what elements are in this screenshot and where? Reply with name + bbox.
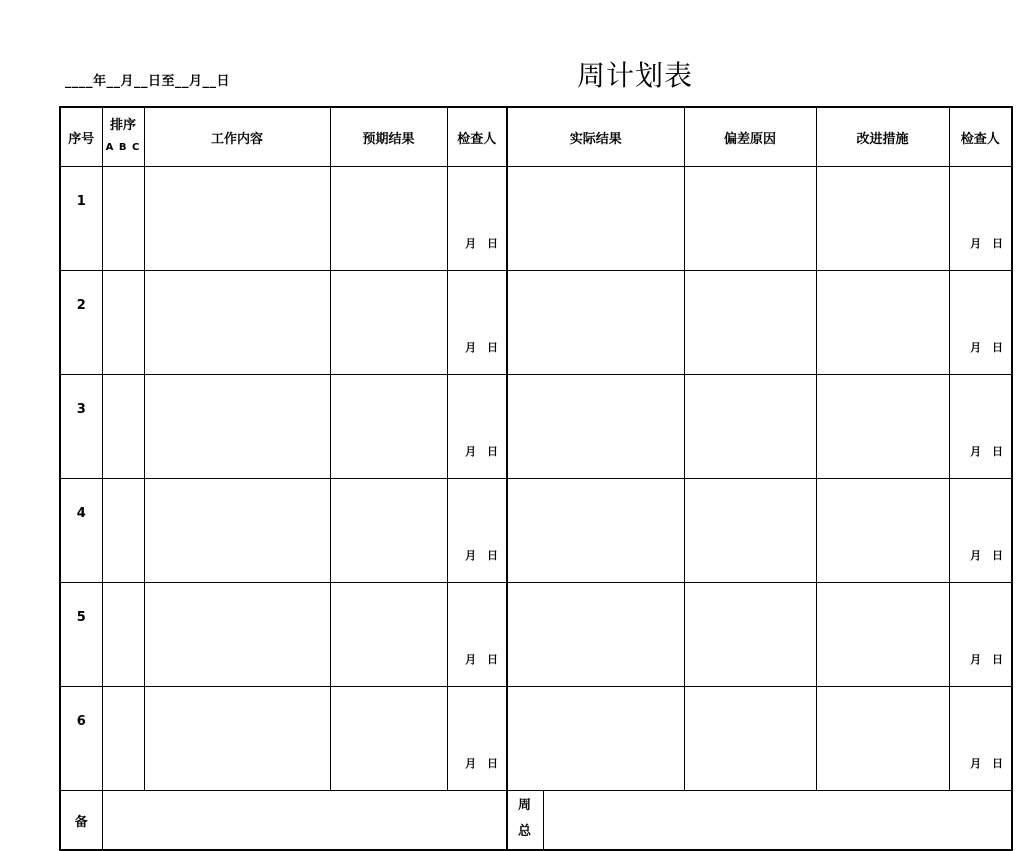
row-expected-result-cell[interactable] <box>330 375 447 479</box>
table-row <box>60 479 1012 583</box>
row-sort-cell[interactable] <box>102 479 144 583</box>
row-seq: 3 <box>60 375 102 479</box>
row-check-date-2[interactable]: 月 日 <box>949 687 1012 791</box>
row-actual-result-cell[interactable] <box>507 375 684 479</box>
column-header-sort-grades: A B C <box>105 142 141 153</box>
row-seq: 6 <box>60 687 102 791</box>
table-row <box>60 583 1012 687</box>
row-actual-result-cell[interactable] <box>507 271 684 375</box>
weekly-summary-cell[interactable] <box>543 791 1012 851</box>
column-header-work-content: 工作内容 <box>144 107 330 167</box>
row-check-date-1[interactable]: 月 日 <box>447 271 507 375</box>
row-sort-cell[interactable] <box>102 583 144 687</box>
row-deviation-reason-cell[interactable] <box>684 271 816 375</box>
row-check-date-1[interactable]: 月 日 <box>447 479 507 583</box>
row-improvement-cell[interactable] <box>816 479 949 583</box>
row-seq: 2 <box>60 271 102 375</box>
row-improvement-cell[interactable] <box>816 375 949 479</box>
row-check-date-2[interactable]: 月 日 <box>949 479 1012 583</box>
row-actual-result-cell[interactable] <box>507 479 684 583</box>
table-header-row <box>60 107 1012 167</box>
row-check-date-1[interactable]: 月 日 <box>447 375 507 479</box>
row-sort-cell[interactable] <box>102 271 144 375</box>
column-header-sort-label: 排序 <box>109 118 136 133</box>
row-check-date-2[interactable]: 月 日 <box>949 583 1012 687</box>
row-work-content-cell[interactable] <box>144 479 330 583</box>
row-actual-result-cell[interactable] <box>507 583 684 687</box>
remark-cell[interactable] <box>102 791 507 851</box>
row-deviation-reason-cell[interactable] <box>684 167 816 271</box>
row-sort-cell[interactable] <box>102 375 144 479</box>
row-actual-result-cell[interactable] <box>507 687 684 791</box>
column-header-deviation-reason: 偏差原因 <box>684 107 816 167</box>
date-range-label: ____年__月__日至__月__日 <box>65 74 231 89</box>
row-seq: 5 <box>60 583 102 687</box>
row-improvement-cell[interactable] <box>816 583 949 687</box>
row-deviation-reason-cell[interactable] <box>684 583 816 687</box>
row-expected-result-cell[interactable] <box>330 687 447 791</box>
row-check-date-1[interactable]: 月 日 <box>447 167 507 271</box>
page-title: 周计划表 <box>576 59 693 92</box>
row-seq: 4 <box>60 479 102 583</box>
column-header-improvement: 改进措施 <box>816 107 949 167</box>
column-header-expected-result: 预期结果 <box>330 107 447 167</box>
row-check-date-2[interactable]: 月 日 <box>949 375 1012 479</box>
table-row <box>60 271 1012 375</box>
weekly-summary-label-line-1: 周 <box>518 798 532 813</box>
table-row <box>60 375 1012 479</box>
column-header-seq: 序号 <box>60 107 102 167</box>
table-footer-row <box>60 791 1012 851</box>
column-header-checker-1: 检查人 <box>447 107 507 167</box>
row-deviation-reason-cell[interactable] <box>684 375 816 479</box>
remark-label: 备 <box>60 791 102 851</box>
row-expected-result-cell[interactable] <box>330 167 447 271</box>
row-work-content-cell[interactable] <box>144 687 330 791</box>
row-improvement-cell[interactable] <box>816 271 949 375</box>
weekly-summary-label <box>507 791 543 851</box>
row-expected-result-cell[interactable] <box>330 271 447 375</box>
row-actual-result-cell[interactable] <box>507 167 684 271</box>
row-deviation-reason-cell[interactable] <box>684 687 816 791</box>
table-row <box>60 167 1012 271</box>
row-work-content-cell[interactable] <box>144 167 330 271</box>
row-work-content-cell[interactable] <box>144 583 330 687</box>
table-row <box>60 687 1012 791</box>
weekly-summary-label-line-2: 总 <box>518 824 532 839</box>
row-sort-cell[interactable] <box>102 687 144 791</box>
row-deviation-reason-cell[interactable] <box>684 479 816 583</box>
weekly-plan-table <box>59 106 1013 851</box>
row-check-date-1[interactable]: 月 日 <box>447 583 507 687</box>
column-header-sort <box>102 107 144 167</box>
row-check-date-1[interactable]: 月 日 <box>447 687 507 791</box>
column-header-actual-result: 实际结果 <box>507 107 684 167</box>
row-expected-result-cell[interactable] <box>330 479 447 583</box>
column-header-checker-2: 检查人 <box>949 107 1012 167</box>
row-check-date-2[interactable]: 月 日 <box>949 167 1012 271</box>
row-work-content-cell[interactable] <box>144 271 330 375</box>
row-improvement-cell[interactable] <box>816 687 949 791</box>
row-check-date-2[interactable]: 月 日 <box>949 271 1012 375</box>
row-improvement-cell[interactable] <box>816 167 949 271</box>
row-work-content-cell[interactable] <box>144 375 330 479</box>
row-expected-result-cell[interactable] <box>330 583 447 687</box>
row-sort-cell[interactable] <box>102 167 144 271</box>
row-seq: 1 <box>60 167 102 271</box>
